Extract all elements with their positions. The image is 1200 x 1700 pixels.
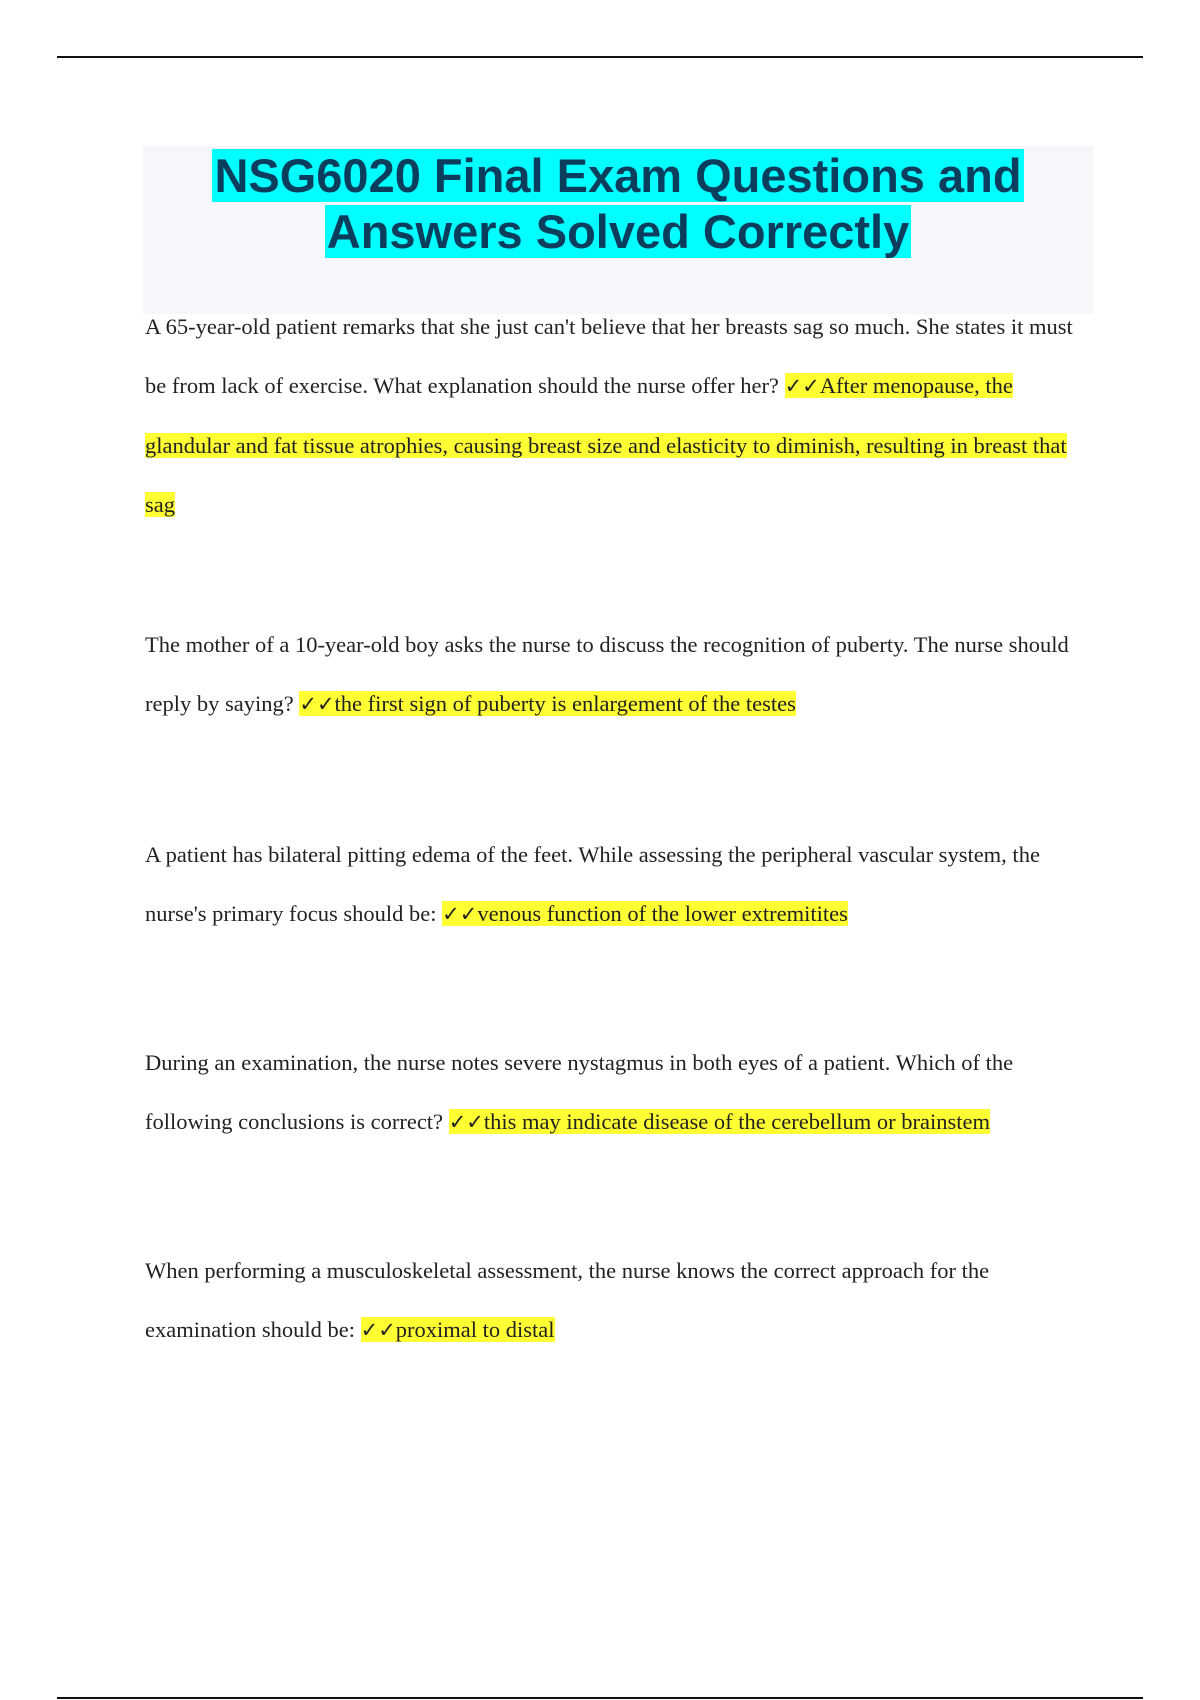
answer-text: this may indicate disease of the cerebellum or brainstem xyxy=(483,1109,990,1134)
question-text: When performing a musculoskeletal assessment, the nurse knows the correct approach for the examination should be: xyxy=(145,1258,990,1342)
question-text: A patient has bilateral pitting edema of the feet. While assessing the peripheral vascular system, the nurse's primary focus should be: xyxy=(145,842,1040,926)
qa-item xyxy=(145,1033,1085,1152)
title-banner xyxy=(143,146,1093,314)
answer-highlight xyxy=(442,901,848,926)
question-text: During an examination, the nurse notes severe nystagmus in both eyes of a patient. Which of the following conclusions is correct? xyxy=(145,1050,1014,1134)
page-title xyxy=(143,146,1093,260)
qa-item xyxy=(145,1241,1085,1360)
qa-item xyxy=(145,615,1085,734)
question-text: The mother of a 10-year-old boy asks the nurse to discuss the recognition of puberty. The nurse should reply by saying? xyxy=(145,632,1069,716)
qa-item xyxy=(145,825,1085,944)
top-rule xyxy=(57,56,1143,58)
answer-text: After menopause, the glandular and fat tissue atrophies, causing breast size and elasticity to diminish, resulting in breast that sag xyxy=(145,373,1067,517)
title-line-2: Answers Solved Correctly xyxy=(326,205,910,258)
double-check-icon: ✓✓ xyxy=(360,1318,396,1342)
double-check-icon: ✓✓ xyxy=(448,1110,484,1134)
double-check-icon: ✓✓ xyxy=(299,692,335,716)
double-check-icon: ✓✓ xyxy=(442,902,478,926)
answer-highlight xyxy=(361,1317,555,1342)
bottom-rule xyxy=(57,1697,1143,1699)
answer-text: the first sign of puberty is enlargement of the testes xyxy=(334,691,796,716)
answer-text: proximal to distal xyxy=(395,1317,555,1342)
answer-highlight xyxy=(299,691,796,716)
title-line-1: NSG6020 Final Exam Questions and xyxy=(214,149,1022,202)
double-check-icon: ✓✓ xyxy=(784,374,820,398)
question-text: A 65-year-old patient remarks that she just can't believe that her breasts sag so much. She states it must be from lack of exercise. What explanation should the nurse offer her? xyxy=(145,314,1073,398)
qa-item xyxy=(145,297,1085,534)
answer-text: venous function of the lower extremitites xyxy=(477,901,848,926)
answer-highlight xyxy=(449,1109,990,1134)
